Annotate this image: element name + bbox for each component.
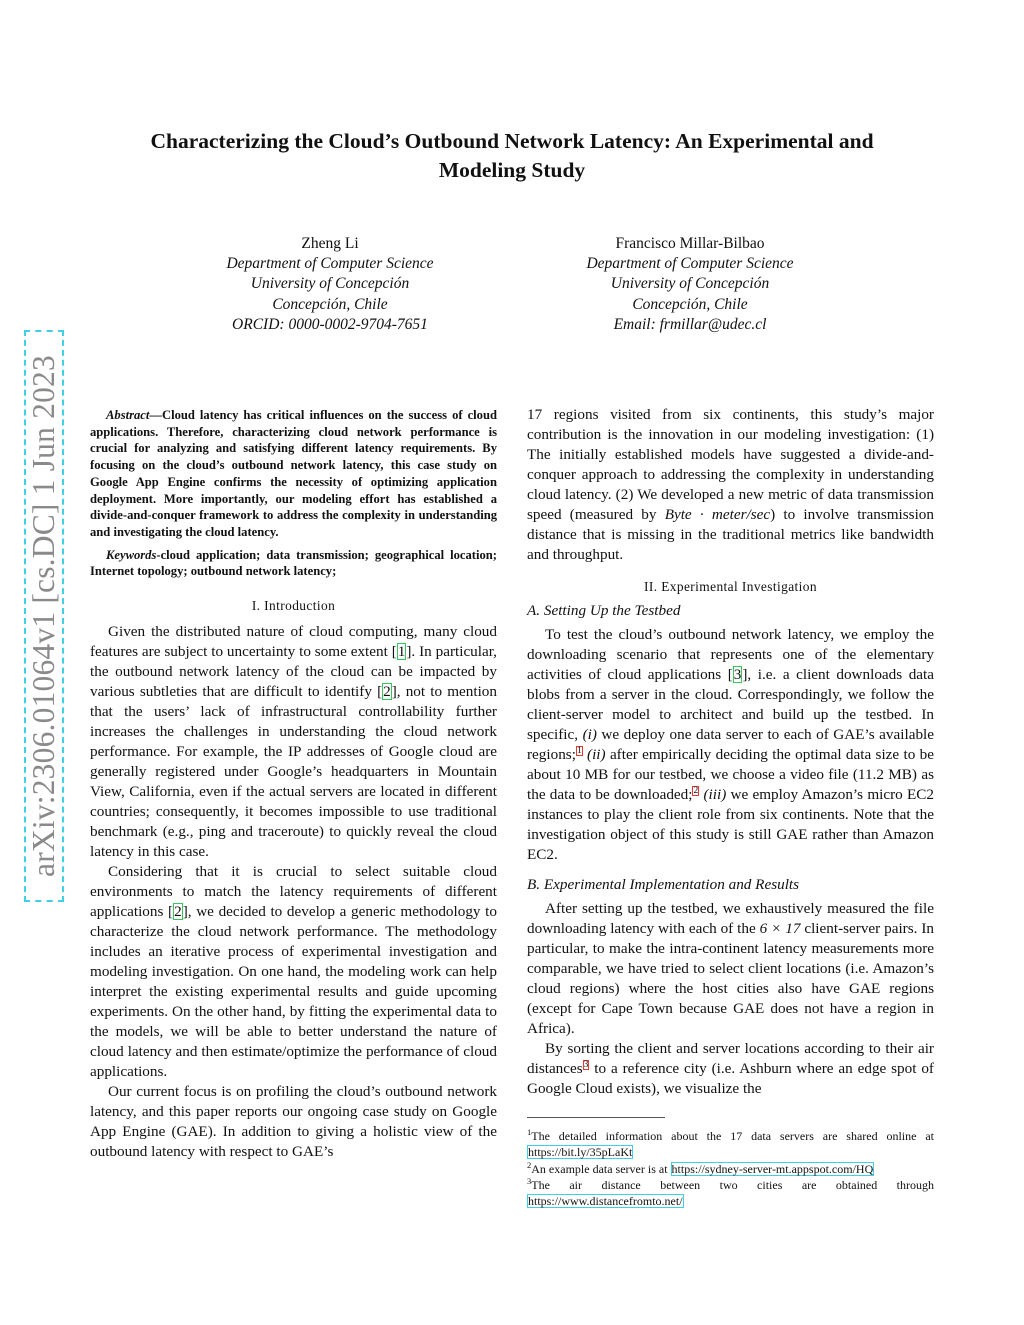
footnote-link[interactable]: https://sydney-server-mt.appspot.com/HQ	[671, 1162, 874, 1176]
author-city: Concepción, Chile	[632, 295, 748, 313]
left-column	[90, 407, 497, 1162]
citation-link[interactable]: 2	[174, 903, 182, 921]
right-paragraph-1: 17 regions visited from six continents, this study’s major contribution is the innovation in our modeling investigation: (1) The initially established models have suggested a divide-and-conquer approach to addressing the complexity in understanding cloud latency. (2) We developed a new metric of data transmission speed (measured by Byte · meter/sec) to involve transmission distance that is missing in the traditional metrics like bandwidth and throughput.	[527, 406, 934, 563]
subsection-heading-a: A. Setting Up the Testbed	[527, 602, 681, 619]
footnote-link[interactable]: https://www.distancefromto.net/	[528, 1194, 683, 1209]
paper-title	[80, 127, 944, 185]
abstract	[90, 407, 497, 541]
footnote-ref[interactable]: 3	[583, 1059, 589, 1070]
abstract-text: —Cloud latency has critical influences on the success of cloud applications. Therefore, characterizing cloud network performance is crucial for analyzing and satisfying different latency requirements. By focusing on the cloud’s outbound network latency, this case study on Google App Engine confirms the necessity of optimizing application deployment. More importantly, our modeling effort has established a divide-and-conquer framework to address the complexity in understanding and investigating the cloud latency.	[90, 408, 497, 539]
author-contact: Email: frmillar@udec.cl	[613, 315, 767, 333]
author-block-1	[170, 234, 490, 335]
author-name: Zheng Li	[301, 235, 359, 252]
footnote-2: $^2$An example data server is at https://sydney-server-mt.appspot.com/HQ	[527, 1160, 874, 1176]
subsection-heading-b: B. Experimental Implementation and Results	[527, 876, 800, 893]
title-line-2: Modeling Study	[438, 158, 586, 182]
math-6x17: 6 × 17	[759, 920, 801, 937]
author-dept: Department of Computer Science	[586, 255, 794, 273]
footnote-rule	[527, 1117, 665, 1118]
author-dept: Department of Computer Science	[226, 255, 434, 273]
title-line-1: Characterizing the Cloud’s Outbound Network Latency: An Experimental and	[150, 129, 874, 153]
footnote-ref[interactable]: 1	[576, 745, 582, 756]
author-contact: ORCID: 0000-0002-9704-7651	[232, 315, 428, 333]
author-name: Francisco Millar-Bilbao	[615, 235, 765, 252]
citation-link[interactable]: 1	[397, 643, 406, 661]
keywords	[90, 547, 497, 580]
results-paragraph-2: By sorting the client and server locations according to their air distances$^3$ to a reference city (i.e. Ashburn where an edge spot of Google Cloud exists), we visualize the	[527, 1040, 934, 1097]
right-column	[527, 405, 934, 1099]
citation-link[interactable]: 2	[383, 683, 391, 701]
section-heading-introduction: I. Introduction	[251, 598, 336, 614]
testbed-paragraph: To test the cloud’s outbound network latency, we employ the downloading scenario that represents one of the elementary activities of cloud applications [3], i.e. a client downloads data blobs from a server in the cloud. Correspondingly, we follow the client-server model to architect and build up the testbed. In specific, (i) we deploy one data server to each of GAE’s available regions;$^1$ (ii) after empirically deciding the optimal data size to be about 10 MB for our testbed, we choose a video file (11.2 MB) as the data to be downloaded;$^2$ (iii) we employ Amazon’s micro EC2 instances to play the client role from six continents. Note that the investigation object of this study is still GAE rather than Amazon EC2.	[527, 626, 935, 863]
keywords-text: -cloud application; data transmission; geographical location; Internet topology; outbound network latency;	[90, 547, 497, 579]
author-city: Concepción, Chile	[272, 295, 388, 313]
intro-paragraph-1: Given the distributed nature of cloud computing, many cloud features are subject to uncertainty to some extent [1]. In particular, the outbound network latency of the cloud can be impacted by various subtleties that are difficult to identify [2], not to mention that the users’ lack of infrastructural controllability further increases the challenges in understanding the cloud network performance. For example, the IP addresses of Google cloud are generally registered under Google’s headquarters in Mountain View, California, even if the actual servers are located in different countries; consequently, it becomes impossible to use traditional benchmark (e.g., ping and traceroute) to quickly reveal the cloud latency in this case.	[90, 623, 497, 861]
footnote-ref[interactable]: 2	[693, 785, 699, 796]
citation-link[interactable]: 3	[733, 666, 742, 683]
section-heading-experimental: II. Experimental Investigation	[643, 579, 817, 594]
keywords-label: Keywords	[106, 547, 157, 562]
author-univ: University of Concepción	[610, 275, 770, 293]
footnote-3: $^3$The air distance between two cities are obtained through https://www.distancefromto.net/	[527, 1176, 934, 1209]
intro-paragraph-3: Our current focus is on profiling the cloud’s outbound network latency, and this paper reports our ongoing case study on Google App Engine (GAE). In addition to giving a holistic view of the outbound latency with respect to GAE’s	[90, 1083, 497, 1161]
footnote-link[interactable]: https://bit.ly/35pLaKt	[528, 1145, 633, 1160]
author-block-2	[530, 234, 850, 335]
math-byte-meter-sec: Byte · meter/sec	[664, 506, 771, 523]
arxiv-identifier: arXiv:2306.01064v1 [cs.DC] 1 Jun 2023	[26, 355, 61, 877]
author-univ: University of Concepción	[250, 275, 410, 293]
footnote-1: $^1$The detailed information about the 17 data servers are shared online at https://bit.ly/35pLaKt	[527, 1127, 934, 1160]
results-paragraph-1: After setting up the testbed, we exhaustively measured the file downloading latency with each of the 6 × 17 client-server pairs. In particular, to make the intra-continent latency measurements more comparable, we have tried to select client locations (i.e. Amazon’s cloud regions) where the host cities also have GAE regions (except for Cape Town because GAE does not have a region in Africa).	[527, 900, 935, 1037]
intro-paragraph-2: Considering that it is crucial to select suitable cloud environments to match the latency requirements of different applications [2], we decided to develop a generic methodology to characterize the cloud network performance. The methodology includes an iterative process of experimental investigation and modeling investigation. On one hand, the modeling work can help interpret the existing experimental results and guide upcoming experiments. On the other hand, by fitting the experimental data to the models, we will be able to better understand the nature of cloud latency and then estimate/optimize the performance of cloud applications.	[90, 863, 497, 1081]
abstract-label: Abstract	[106, 408, 150, 422]
